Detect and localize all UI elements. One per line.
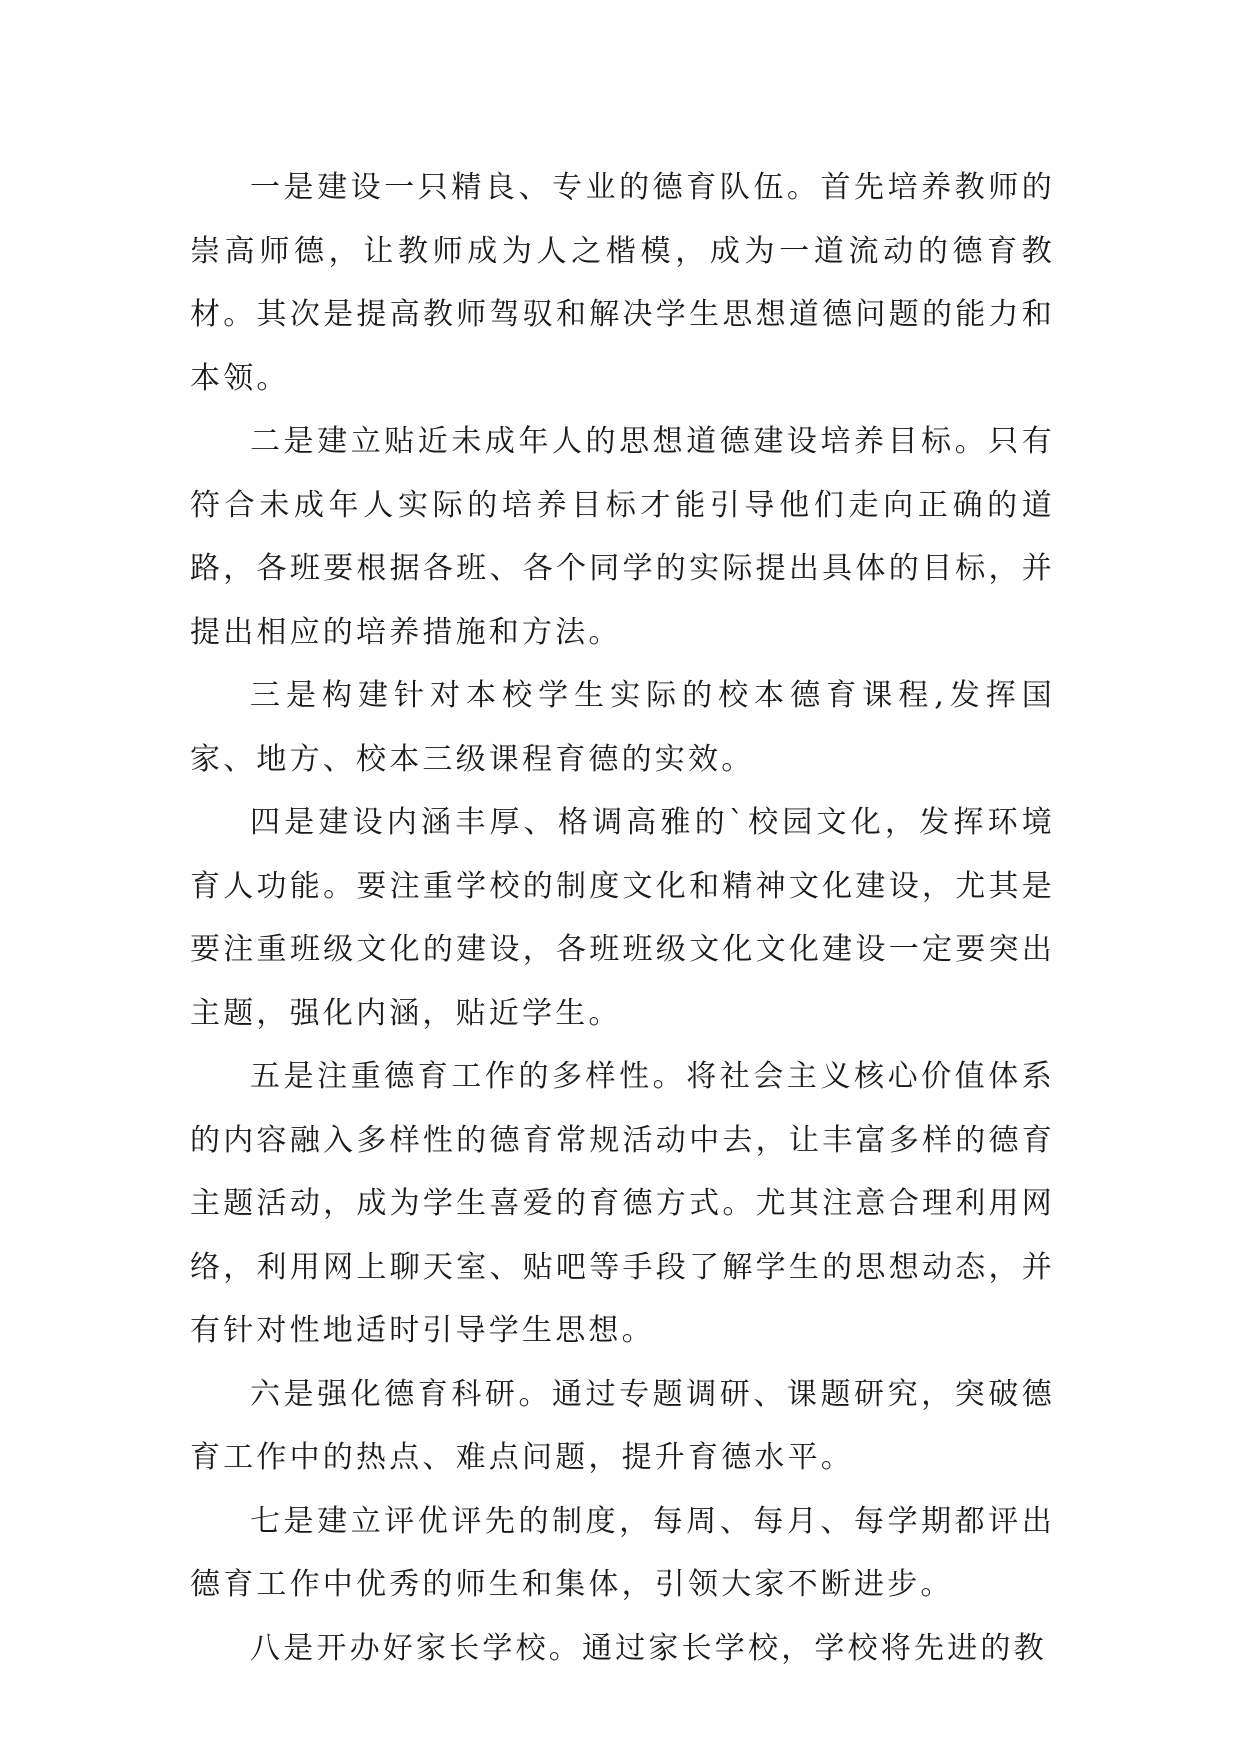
- paragraph-2: 二是建立贴近未成年人的思想道德建设培养目标。只有符合未成年人实际的培养目标才能引导他们走向正确的道路，各班要根据各班、各个同学的实际提出具体的目标，并提出相应的培养措施和方法。: [190, 424, 1055, 650]
- paragraph-3: 三是构建针对本校学生实际的校本德育课程,发挥国家、地方、校本三级课程育德的实效。: [190, 678, 1055, 777]
- document-body: [190, 156, 1055, 1680]
- paragraph-8: 八是开办好家长学校。通过家长学校，学校将先进的教: [250, 1630, 1047, 1666]
- paragraph-1: 一是建设一只精良、专业的德育队伍。首先培养教师的崇高师德，让教师成为人之楷模，成为一道流动的德育教材。其次是提高教师驾驭和解决学生思想道德问题的能力和本领。: [190, 170, 1055, 396]
- paragraph-5: 五是注重德育工作的多样性。将社会主义核心价值体系的内容融入多样性的德育常规活动中去，让丰富多样的德育主题活动，成为学生喜爱的育德方式。尤其注意合理利用网络，利用网上聊天室、贴吧等手段了解学生的思想动态，并有针对性地适时引导学生思想。: [190, 1059, 1055, 1348]
- paragraph-4: 四是建设内涵丰厚、格调高雅的`校园文化，发挥环境育人功能。要注重学校的制度文化和精神文化建设，尤其是要注重班级文化的建设，各班班级文化文化建设一定要突出主题，强化内涵，贴近学生。: [190, 805, 1055, 1031]
- paragraph-7: 七是建立评优评先的制度，每周、每月、每学期都评出德育工作中优秀的师生和集体，引领大家不断进步。: [190, 1503, 1055, 1602]
- paragraph-6: 六是强化德育科研。通过专题调研、课题研究，突破德育工作中的热点、难点问题，提升育德水平。: [190, 1376, 1055, 1475]
